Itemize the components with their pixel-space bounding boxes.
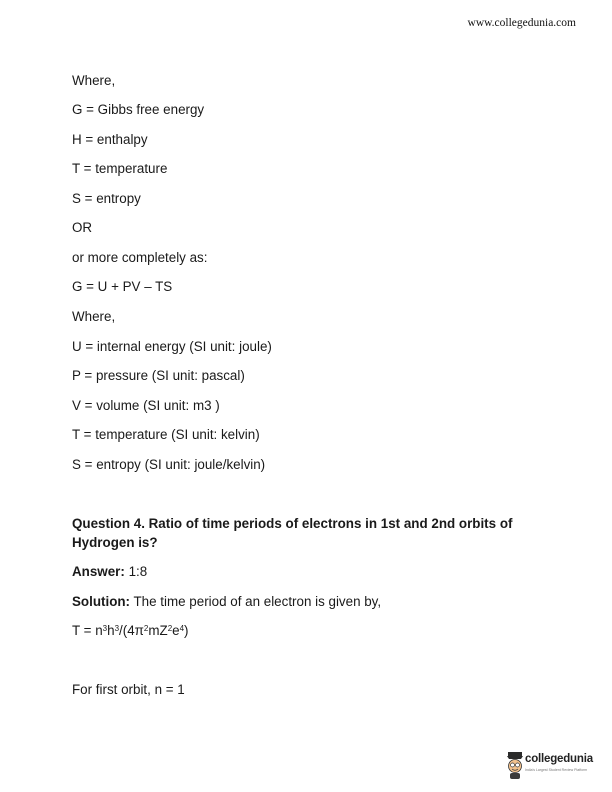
or-label: OR: [72, 220, 93, 235]
answer-line: [72, 564, 147, 580]
definition-s-si: S = entropy (SI unit: joule/kelvin): [72, 457, 266, 472]
logo-wordmark: collegedunia: [525, 753, 593, 765]
first-orbit-line: For first orbit, n = 1: [72, 682, 185, 697]
definition-u: U = internal energy (SI unit: joule): [72, 339, 272, 354]
site-url[interactable]: www.collegedunia.com: [467, 17, 576, 29]
gibbs-equation: G = U + PV – TS: [72, 279, 173, 294]
definition-v: V = volume (SI unit: m3 ): [72, 398, 220, 413]
definition-p: P = pressure (SI unit: pascal): [72, 368, 245, 383]
logo-mascot-icon: [506, 752, 524, 780]
definition-t: T = temperature: [72, 161, 168, 176]
logo-tagline: India's Largest Student Review Platform: [525, 768, 588, 772]
definition-t-si: T = temperature (SI unit: kelvin): [72, 427, 260, 442]
answer-value: 1:8: [128, 564, 148, 579]
solution-line: [72, 594, 381, 610]
time-period-formula: $T = n^3h^3/(4\pi^2mZ^2e^4)$: [72, 623, 189, 638]
definition-g: G = Gibbs free energy: [72, 102, 205, 117]
where-label: Where,: [72, 73, 116, 88]
question-title: Question 4. Ratio of time periods of electrons in 1st and 2nd orbits of Hydrogen is?: [72, 516, 513, 550]
where-label-2: Where,: [72, 309, 116, 324]
alt-intro: or more completely as:: [72, 250, 208, 265]
collegedunia-logo[interactable]: [506, 750, 606, 784]
solution-text: The time period of an electron is given by,: [133, 594, 382, 609]
solution-label: Solution:: [72, 594, 131, 609]
definition-s: S = entropy: [72, 191, 141, 206]
answer-label: Answer:: [72, 564, 125, 579]
definition-h: H = enthalpy: [72, 132, 148, 147]
